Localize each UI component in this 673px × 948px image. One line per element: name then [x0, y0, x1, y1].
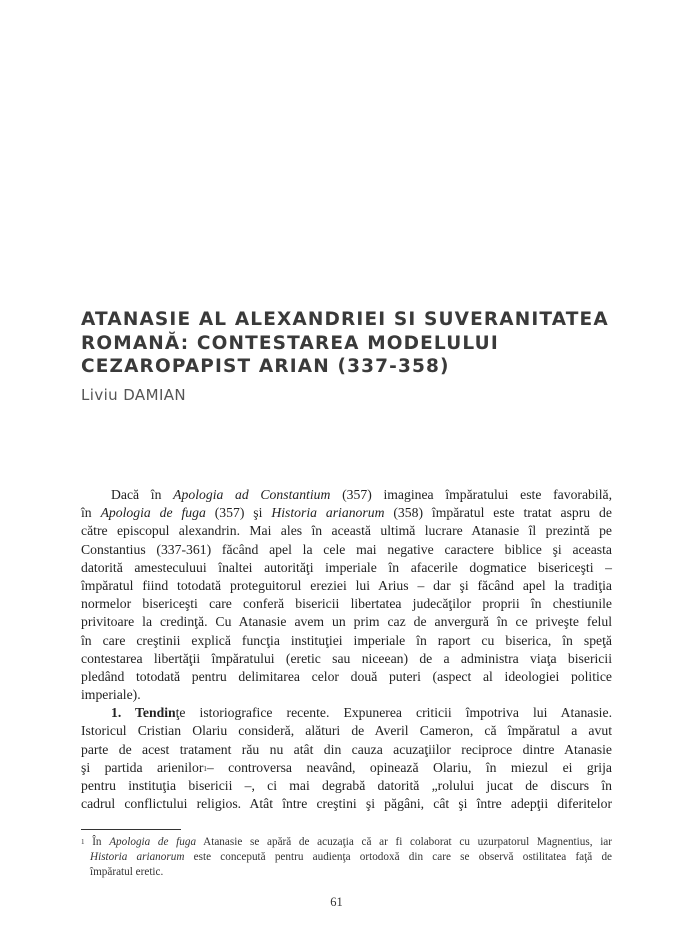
footnote-line: Historia arianorum este concepută pentru audienţa ortodoxă din care se observă ostilitatea faţă de: [90, 851, 613, 863]
page-number: 61: [330, 895, 343, 909]
body-line: Constantius (337-361) făcând apel la cele mai negative caractere biblice şi aceasta: [81, 541, 612, 557]
body-line: datorită amesteculuui înaltei autorităţi imperiale în afacerile dogmatice bisericeşti –: [81, 559, 612, 575]
footnote: [81, 835, 612, 880]
title-line-1: ATANASIE AL ALEXANDRIEI SI SUVERANITATEA: [81, 309, 609, 330]
body-line: privitoare la credinţă. Cu Atanasie avem un prim caz de anvergură în ce priveşte felul: [81, 614, 612, 630]
body-line: Dacă în Apologia ad Constantium (357) imaginea împăratului este favorabilă,: [111, 487, 612, 502]
body-line: contestarea libertăţii împăratului (eretic sau niceean) de a administra viaţa bisericii: [81, 650, 612, 666]
section-heading-line: 1. Tendinţe istoriografice recente. Expunerea criticii împotriva lui Atanasie.: [111, 705, 612, 721]
body-line: şi partida arienilor$^1$– controversa neavând, opinează Olariu, în miezul ei grija: [81, 759, 612, 775]
section-heading: 1. Tendin: [111, 705, 176, 721]
body-line: normelor bisericeşti care conferă bisericii libertatea judecăţilor proprii în chestiunile: [81, 596, 612, 612]
author-family-name: DAMIAN: [123, 386, 187, 404]
body-line: în care creştinii explică funcţia instituţiei imperiale în raport cu biserica, în speţă: [81, 632, 612, 648]
body-line: imperiale).: [81, 687, 141, 703]
body-line: pledând totodată pentru delimitarea celor două puteri (aspect al ideologiei politice: [81, 668, 612, 684]
body-line: parte de acest tratament rău nu atât din cauza acuzaţiilor reciproce dintre Atanasie: [81, 741, 612, 757]
article-title: [81, 308, 621, 379]
title-line-2: ROMANĂ: CONTESTAREA MODELULUI: [81, 332, 499, 354]
body-line: pentru instituţia bisericii –, ci mai degrabă datorită „rolului jucat de discurs în: [81, 778, 612, 793]
title-line-3: CEZAROPAPIST ARIAN (337-358): [81, 356, 450, 377]
body-line: în Apologia de fuga (357) şi Historia arianorum (358) împăratul este tratat aspru de: [81, 505, 612, 521]
footnote-divider: [81, 829, 181, 830]
body-line: Istoricul Cristian Olariu consideră, alături de Averil Cameron, că împăratul a avut: [81, 723, 612, 739]
author-given-name: Liviu: [81, 386, 119, 404]
footnote-marker: 1: [81, 838, 85, 846]
body-line: împăratul fiind totodată proteguitorul ereziei lui Arius – dar şi făcând apel la tradiţia: [81, 577, 612, 593]
author-name: [81, 386, 186, 404]
footnote-reference[interactable]: 1: [203, 764, 207, 773]
article-body: [81, 486, 612, 813]
footnote-line: $^1$ În Apologia de fuga Atanasie se apără de acuzaţia că ar fi colaborat cu uzurpatorul Magnentius, iar: [81, 836, 612, 848]
body-line: către episcopul alexandrin. Mai ales în această ultimă lucrare Atanasie îl prezintă pe: [81, 523, 612, 539]
footnote-line: împăratul eretic.: [90, 866, 164, 878]
body-line: cadrul conflictului religios. Atât între creştini şi păgâni, cât şi între adepţii diferitelor: [81, 796, 612, 812]
